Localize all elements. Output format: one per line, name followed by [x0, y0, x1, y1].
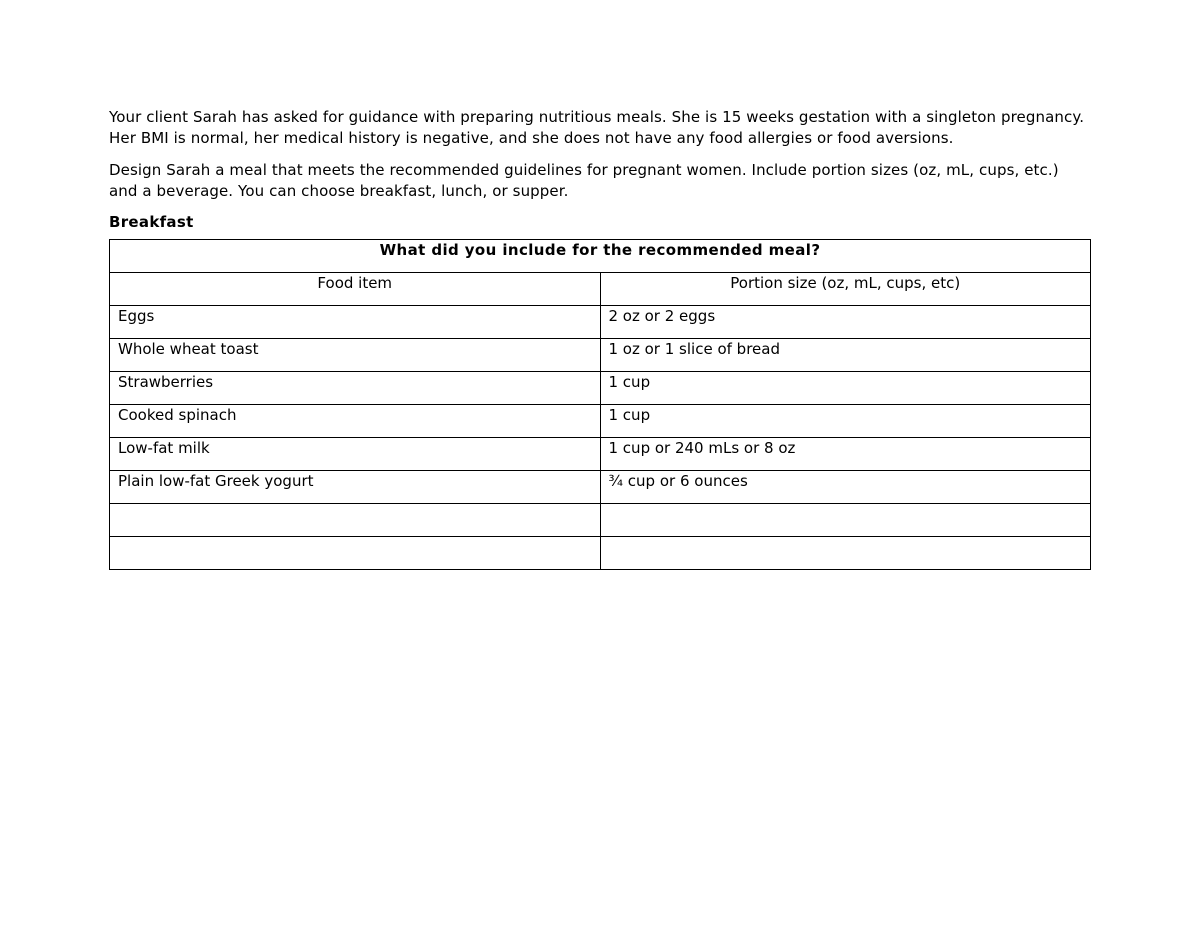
food-item-cell-empty	[110, 504, 601, 537]
table-header-row	[110, 273, 1091, 306]
food-item-cell: Cooked spinach	[110, 405, 601, 438]
food-item-cell-empty	[110, 537, 601, 570]
table-row	[110, 471, 1091, 504]
table-row	[110, 405, 1091, 438]
portion-size-cell: 1 cup	[600, 405, 1091, 438]
header-portion-size: Portion size (oz, mL, cups, etc)	[600, 273, 1091, 306]
portion-size-cell: 1 cup	[600, 372, 1091, 405]
meal-table	[109, 239, 1091, 570]
food-item-cell: Strawberries	[110, 372, 601, 405]
meal-heading: Breakfast	[109, 213, 194, 231]
table-row-empty	[110, 537, 1091, 570]
table-row	[110, 306, 1091, 339]
intro-paragraph: Your client Sarah has asked for guidance with preparing nutritious meals. She is 15 weeks gestation with a singleton pregnancy. Her BMI is normal, her medical history is negative, and she does not have any food allergies or food aversions.	[109, 108, 1085, 147]
table-row	[110, 438, 1091, 471]
header-food-item: Food item	[110, 273, 601, 306]
table-row	[110, 372, 1091, 405]
table-title: What did you include for the recommended meal?	[110, 240, 1091, 273]
food-item-cell: Plain low-fat Greek yogurt	[110, 471, 601, 504]
food-item-cell: Whole wheat toast	[110, 339, 601, 372]
table-row-empty	[110, 504, 1091, 537]
portion-size-cell-empty	[600, 537, 1091, 570]
food-item-cell: Eggs	[110, 306, 601, 339]
table-title-row	[110, 240, 1091, 273]
instructions-paragraph: Design Sarah a meal that meets the recommended guidelines for pregnant women. Include portion sizes (oz, mL, cups, etc.) and a beverage. You can choose breakfast, lunch, or supper.	[109, 161, 1059, 200]
portion-size-cell: 2 oz or 2 eggs	[600, 306, 1091, 339]
portion-size-cell-empty	[600, 504, 1091, 537]
portion-size-cell: ¾ cup or 6 ounces	[600, 471, 1091, 504]
table-row	[110, 339, 1091, 372]
document-page	[109, 107, 1091, 570]
portion-size-cell: 1 cup or 240 mLs or 8 oz	[600, 438, 1091, 471]
food-item-cell: Low-fat milk	[110, 438, 601, 471]
portion-size-cell: 1 oz or 1 slice of bread	[600, 339, 1091, 372]
